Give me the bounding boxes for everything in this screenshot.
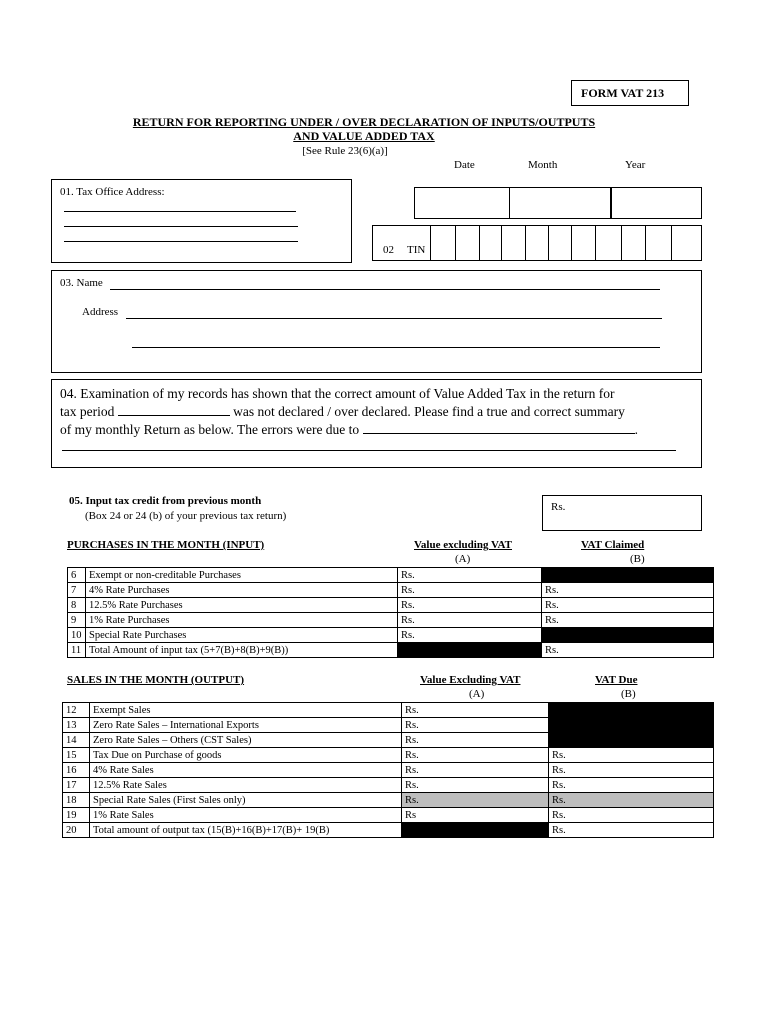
row-description: Exempt Sales: [90, 703, 402, 718]
tax-office-box: [51, 179, 352, 263]
sales-col-b-sub: (B): [621, 688, 636, 700]
row-description: 1% Rate Purchases: [86, 613, 398, 628]
row-number: 16: [63, 763, 90, 778]
table-row: [68, 628, 714, 643]
vat-cell[interactable]: Rs.: [549, 823, 714, 838]
vat-cell[interactable]: Rs.: [542, 598, 714, 613]
vat-cell[interactable]: Rs.: [549, 778, 714, 793]
input-credit-sub: (Box 24 or 24 (b) of your previous tax return): [85, 510, 287, 522]
row-number: 12: [63, 703, 90, 718]
tin-cell: [501, 226, 502, 260]
table-row: [63, 808, 714, 823]
tin-cell: [621, 226, 622, 260]
value-cell[interactable]: Rs.: [402, 703, 549, 718]
address-line-1[interactable]: [126, 318, 662, 319]
value-cell[interactable]: Rs.: [398, 598, 542, 613]
input-credit-rs: Rs.: [551, 501, 566, 513]
date-label: Date: [454, 159, 475, 171]
blocked-cell: [398, 643, 542, 658]
tin-number: 02: [383, 244, 394, 256]
row-description: Zero Rate Sales – Others (CST Sales): [90, 733, 402, 748]
table-row: [63, 718, 714, 733]
tax-period-label: tax period: [60, 404, 115, 419]
vat-cell[interactable]: Rs.: [549, 808, 714, 823]
value-cell[interactable]: Rs.: [402, 793, 549, 808]
blocked-cell: [402, 823, 549, 838]
sales-col-a-sub: (A): [469, 688, 485, 700]
blocked-cell: [549, 718, 714, 733]
month-divider: [610, 188, 612, 218]
form-title-line2: AND VALUE ADDED TAX: [293, 129, 435, 143]
vat-cell[interactable]: Rs.: [549, 748, 714, 763]
table-row: [63, 763, 714, 778]
row-description: 12.5% Rate Purchases: [86, 598, 398, 613]
vat-cell[interactable]: Rs.: [549, 793, 714, 808]
row-description: Zero Rate Sales – International Exports: [90, 718, 402, 733]
value-cell[interactable]: Rs: [402, 808, 549, 823]
tax-office-line-1[interactable]: [64, 211, 296, 212]
declaration-line-2-text: was not declared / over declared. Please find a true and correct summary: [233, 404, 625, 419]
table-row: [63, 793, 714, 808]
row-number: 19: [63, 808, 90, 823]
tin-cell: [645, 226, 646, 260]
address-line-2[interactable]: [132, 347, 660, 348]
table-row: [68, 583, 714, 598]
row-description: 4% Rate Purchases: [86, 583, 398, 598]
table-row: [63, 778, 714, 793]
vat-cell[interactable]: Rs.: [542, 583, 714, 598]
row-number: 15: [63, 748, 90, 763]
tin-box[interactable]: [372, 225, 702, 261]
declaration-line-2: [60, 403, 625, 421]
year-label: Year: [625, 159, 646, 171]
date-entry-box[interactable]: [414, 187, 702, 219]
declaration-line-1: 04. Examination of my records has shown that the correct amount of Value Added Tax in the return for: [60, 386, 615, 401]
tax-office-line-3[interactable]: [64, 241, 298, 242]
row-description: 1% Rate Sales: [90, 808, 402, 823]
row-description: Total amount of output tax (15(B)+16(B)+17(B)+ 19(B): [90, 823, 402, 838]
name-label: 03. Name: [60, 277, 103, 289]
row-number: 11: [68, 643, 86, 658]
table-row: [63, 733, 714, 748]
tin-cell: [430, 226, 431, 260]
row-number: 6: [68, 568, 86, 583]
declaration-period: .: [634, 422, 638, 437]
row-description: Total Amount of input tax (5+7(B)+8(B)+9(B)): [86, 643, 398, 658]
sales-col-a-heading: Value Excluding VAT: [420, 674, 521, 686]
blocked-cell: [549, 733, 714, 748]
vat-cell[interactable]: Rs.: [542, 643, 714, 658]
value-cell[interactable]: Rs.: [402, 763, 549, 778]
tax-office-label: 01. Tax Office Address:: [60, 186, 165, 198]
address-label: Address: [82, 306, 119, 318]
declaration-line-3: [60, 421, 638, 439]
table-row: [68, 643, 714, 658]
table-row: [68, 598, 714, 613]
date-divider: [509, 188, 510, 218]
row-number: 10: [68, 628, 86, 643]
blocked-cell: [542, 568, 714, 583]
row-number: 8: [68, 598, 86, 613]
row-description: 12.5% Rate Sales: [90, 778, 402, 793]
row-description: Exempt or non-creditable Purchases: [86, 568, 398, 583]
blocked-cell: [542, 628, 714, 643]
tin-cell: [479, 226, 480, 260]
input-credit-box[interactable]: [542, 495, 702, 531]
row-number: 13: [63, 718, 90, 733]
purchases-col-b-sub: (B): [630, 553, 645, 565]
value-cell[interactable]: Rs.: [402, 733, 549, 748]
value-cell[interactable]: Rs.: [402, 718, 549, 733]
tin-cell: [595, 226, 596, 260]
input-credit-label: 05. Input tax credit from previous month: [69, 495, 262, 507]
purchases-table: [67, 567, 714, 658]
vat-cell[interactable]: Rs.: [549, 763, 714, 778]
table-row: [68, 568, 714, 583]
form-title-line1: RETURN FOR REPORTING UNDER / OVER DECLARATION OF INPUTS/OUTPUTS: [132, 115, 596, 129]
purchases-col-a-heading: Value excluding VAT: [414, 539, 513, 551]
row-number: 20: [63, 823, 90, 838]
purchases-heading: PURCHASES IN THE MONTH (INPUT): [67, 539, 265, 551]
declaration-box: [51, 379, 702, 468]
row-description: 4% Rate Sales: [90, 763, 402, 778]
tin-cell: [548, 226, 549, 260]
tin-cell: [571, 226, 572, 260]
row-number: 18: [63, 793, 90, 808]
table-row: [63, 703, 714, 718]
row-description: Special Rate Sales (First Sales only): [90, 793, 402, 808]
row-number: 9: [68, 613, 86, 628]
vat-cell[interactable]: Rs.: [542, 613, 714, 628]
table-row: [63, 823, 714, 838]
tin-label: TIN: [407, 244, 426, 256]
tax-office-line-2[interactable]: [64, 226, 298, 227]
row-description: Tax Due on Purchase of goods: [90, 748, 402, 763]
value-cell[interactable]: Rs.: [398, 583, 542, 598]
value-cell[interactable]: Rs.: [398, 628, 542, 643]
table-row: [68, 613, 714, 628]
value-cell[interactable]: Rs.: [398, 568, 542, 583]
name-address-box: [51, 270, 702, 373]
value-cell[interactable]: Rs.: [402, 778, 549, 793]
declaration-extra-line[interactable]: [62, 450, 676, 451]
row-number: 7: [68, 583, 86, 598]
errors-label: of my monthly Return as below. The errors were due to: [60, 422, 360, 437]
row-description: Special Rate Purchases: [86, 628, 398, 643]
tax-period-blank[interactable]: [118, 403, 230, 416]
name-line[interactable]: [110, 289, 660, 290]
form-id-box: [571, 80, 689, 106]
purchases-col-b-heading: VAT Claimed: [581, 539, 645, 551]
sales-table: [62, 702, 714, 838]
value-cell[interactable]: Rs.: [402, 748, 549, 763]
purchases-col-a-sub: (A): [455, 553, 471, 565]
blocked-cell: [549, 703, 714, 718]
tin-cell: [455, 226, 456, 260]
row-number: 14: [63, 733, 90, 748]
sales-col-b-heading: VAT Due: [595, 674, 638, 686]
value-cell[interactable]: Rs.: [398, 613, 542, 628]
row-number: 17: [63, 778, 90, 793]
month-label: Month: [528, 159, 558, 171]
sales-heading: SALES IN THE MONTH (OUTPUT): [67, 674, 245, 686]
tin-cell: [525, 226, 526, 260]
tin-cell: [671, 226, 672, 260]
errors-reason-blank[interactable]: [363, 421, 635, 434]
rule-reference: [See Rule 23(6)(a)]: [302, 145, 388, 157]
form-id: FORM VAT 213: [581, 86, 665, 100]
table-row: [63, 748, 714, 763]
